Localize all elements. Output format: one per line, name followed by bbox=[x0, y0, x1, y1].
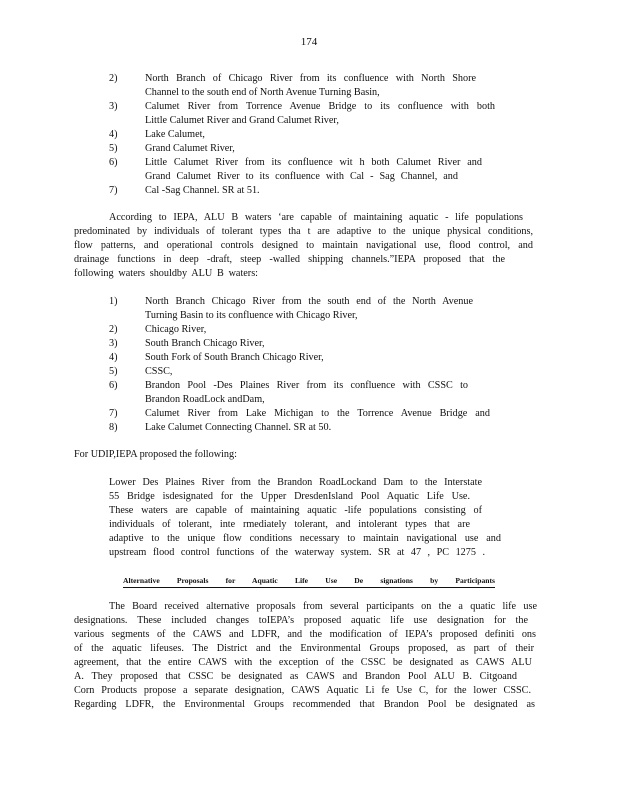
list-item-line: Channel to the south end of North Avenue Turning Basin, bbox=[145, 87, 380, 98]
section-heading: Alternative Proposals for Aquatic Life Use De signations by Participants bbox=[123, 576, 495, 588]
paragraph-line: According to IEPA, ALU B waters ‘are capable of maintaining aquatic - life populations bbox=[109, 212, 523, 223]
quote-line: These waters are capable of maintaining aquatic -life populations consisting of bbox=[109, 505, 482, 516]
list-item-line: Chicago River, bbox=[145, 324, 207, 335]
quote-line: upstream flood control functions of the waterway system. SR at 47 , PC 1275 . bbox=[109, 547, 485, 558]
list-item-line: Turning Basin to its confluence with Chicago River, bbox=[145, 310, 358, 321]
quote-line: 55 Bridge isdesignated for the Upper DresdenIsland Pool Aquatic Life Use. bbox=[109, 491, 470, 502]
list-item-line: Grand Calumet River, bbox=[145, 143, 235, 154]
list-item-line: Lake Calumet, bbox=[145, 129, 205, 140]
paragraph-line: A. They proposed that CSSC be designated as CAWS and Brandon Pool ALU B. Citgoand bbox=[74, 671, 517, 682]
list-item-line: Lake Calumet Connecting Channel. SR at 50. bbox=[145, 422, 332, 433]
paragraph-line: The Board received alternative proposals from several participants on the a quatic life use bbox=[109, 601, 537, 612]
list-item-number: 5) bbox=[109, 366, 118, 377]
list-item-line: South Branch Chicago River, bbox=[145, 338, 265, 349]
list-item-line: Calumet River from Lake Michigan to the Torrence Avenue Bridge and bbox=[145, 408, 490, 419]
list-item-number: 4) bbox=[109, 129, 118, 140]
page-number: 174 bbox=[300, 36, 318, 48]
paragraph-line: drainage functions in deep -draft, steep -walled shipping channels.”IEPA proposed that the bbox=[74, 254, 505, 265]
list-item-line: Little Calumet River from its confluence wit h both Calumet River and bbox=[145, 157, 482, 168]
list-item-number: 3) bbox=[109, 101, 118, 112]
list-item-number: 3) bbox=[109, 338, 118, 349]
list-item-number: 6) bbox=[109, 157, 118, 168]
paragraph-line: Corn Products propose a separate designation, CAWS Aquatic Li fe Use C, for the lower CSSC. bbox=[74, 685, 531, 696]
list-item-number: 2) bbox=[109, 73, 118, 84]
list-item-number: 1) bbox=[109, 296, 118, 307]
list-item-line: CSSC, bbox=[145, 366, 173, 377]
udip-intro: For UDIP,IEPA proposed the following: bbox=[74, 449, 237, 460]
paragraph-line: designations. These included changes toIEPA’s proposed aquatic life use designation for the bbox=[74, 615, 528, 626]
list-item-line: Brandon RoadLock andDam, bbox=[145, 394, 265, 405]
paragraph-line: various segments of the CAWS and LDFR, and the modification of IEPA’s proposed definiti ons bbox=[74, 629, 536, 640]
list-item-line: Grand Calumet River to its confluence with Cal - Sag Channel, and bbox=[145, 171, 458, 182]
paragraph-line: predominated by individuals of tolerant types tha t are adaptive to the unique physical conditions, bbox=[74, 226, 533, 237]
list-item-line: Little Calumet River and Grand Calumet River, bbox=[145, 115, 339, 126]
list-item-line: North Branch Chicago River from the south end of the North Avenue bbox=[145, 296, 473, 307]
paragraph-line: agreement, that the entire CAWS with the exception of the CSSC be designated as CAWS ALU bbox=[74, 657, 532, 668]
list-item-line: South Fork of South Branch Chicago River, bbox=[145, 352, 324, 363]
list-item-number: 4) bbox=[109, 352, 118, 363]
quote-line: Lower Des Plaines River from the Brandon RoadLockand Dam to the Interstate bbox=[109, 477, 482, 488]
list-item-number: 5) bbox=[109, 143, 118, 154]
paragraph-line: following waters shouldby ALU B waters: bbox=[74, 268, 258, 279]
list-item-number: 2) bbox=[109, 324, 118, 335]
list-item-line: Cal -Sag Channel. SR at 51. bbox=[145, 185, 260, 196]
paragraph-line: Regarding LDFR, the Environmental Groups recommended that Brandon Pool be designated as bbox=[74, 699, 535, 710]
list-item-number: 7) bbox=[109, 408, 118, 419]
list-item-line: Brandon Pool -Des Plaines River from its confluence with CSSC to bbox=[145, 380, 468, 391]
paragraph-line: of the aquatic lifeuses. The District and the Environmental Groups proposed, as part of their bbox=[74, 643, 534, 654]
quote-line: adaptive to the unique flow conditions necessary to maintain navigational use and bbox=[109, 533, 501, 544]
list-item-number: 8) bbox=[109, 422, 118, 433]
quote-line: individuals of tolerant, inte rmediately tolerant, and intolerant types that are bbox=[109, 519, 470, 530]
paragraph-line: flow patterns, and operational controls designed to maintain navigational use, flood control, and bbox=[74, 240, 533, 251]
list-item-line: North Branch of Chicago River from its confluence with North Shore bbox=[145, 73, 476, 84]
list-item-line: Calumet River from Torrence Avenue Bridge to its confluence with both bbox=[145, 101, 495, 112]
list-item-number: 7) bbox=[109, 185, 118, 196]
list-item-number: 6) bbox=[109, 380, 118, 391]
